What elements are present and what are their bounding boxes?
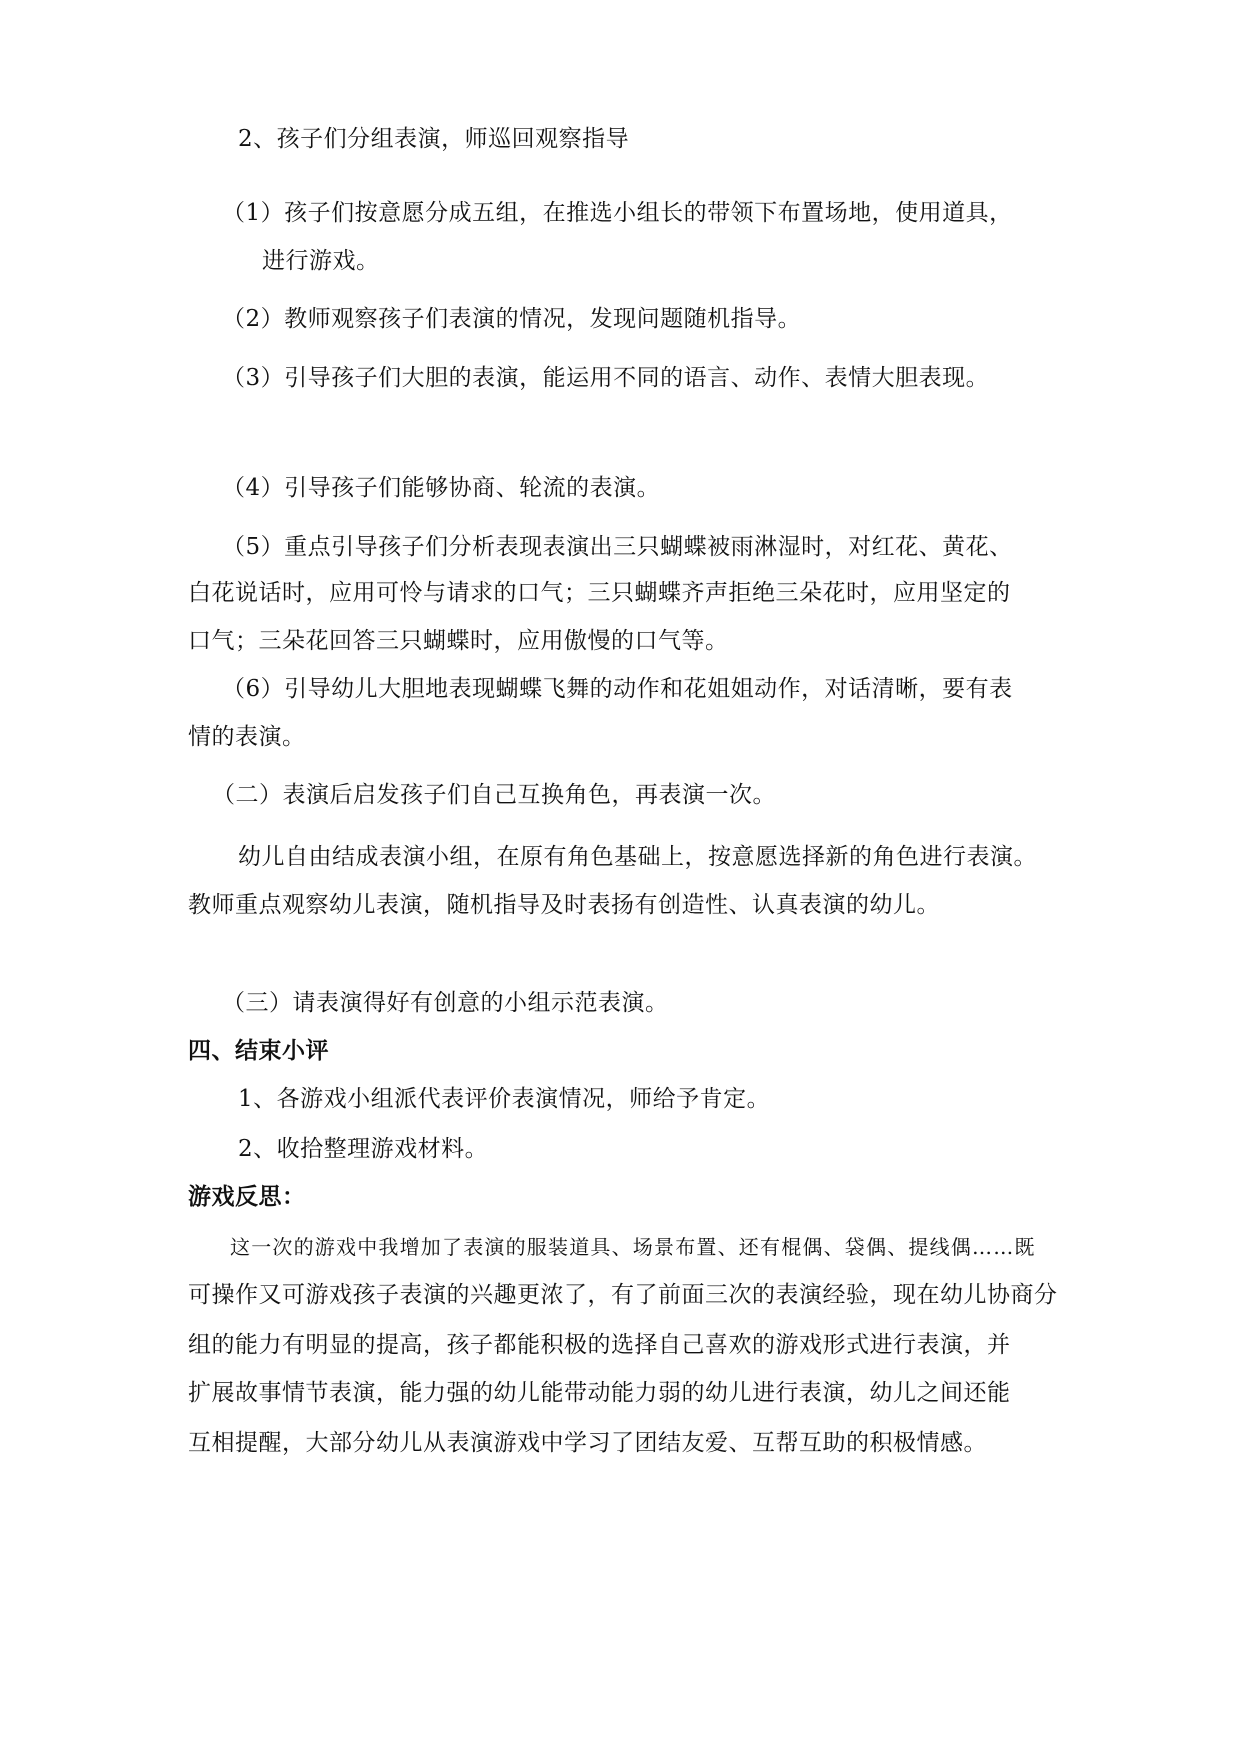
- summary-item-1: 1、各游戏小组派代表评价表演情况，师给予肯定。: [238, 1086, 771, 1112]
- item-2: （2）教师观察孩子们表演的情况，发现问题随机指导。: [222, 306, 802, 332]
- reflection-line-4: 扩展故事情节表演，能力强的幼儿能带动能力弱的幼儿进行表演，幼儿之间还能: [188, 1380, 1011, 1406]
- section-2-heading: （二）表演后启发孩子们自己互换角色，再表演一次。: [212, 782, 776, 808]
- section-2-para-line-1: 幼儿自由结成表演小组，在原有角色基础上，按意愿选择新的角色进行表演。: [238, 844, 1037, 870]
- reflection-heading: 游戏反思：: [188, 1184, 306, 1210]
- item-5-line-1: （5）重点引导孩子们分析表现表演出三只蝴蝶被雨淋湿时，对红花、黄花、: [222, 534, 1013, 560]
- item-1-line-1: （1）孩子们按意愿分成五组，在推选小组长的带领下布置场地，使用道具，: [222, 200, 1013, 226]
- item-1-line-2: 进行游戏。: [262, 248, 380, 274]
- summary-item-2: 2、收拾整理游戏材料。: [238, 1136, 489, 1162]
- item-3: （3）引导孩子们大胆的表演，能运用不同的语言、动作、表情大胆表现。: [222, 365, 990, 391]
- reflection-line-2: 可操作又可游戏孩子表演的兴趣更浓了，有了前面三次的表演经验，现在幼儿协商分: [188, 1282, 1058, 1308]
- item-4: （4）引导孩子们能够协商、轮流的表演。: [222, 475, 661, 501]
- item-5-line-2: 白花说话时，应用可怜与请求的口气；三只蝴蝶齐声拒绝三朵花时，应用坚定的: [188, 580, 1011, 606]
- reflection-line-1: 这一次的游戏中我增加了表演的服装道具、场景布置、还有棍偶、袋偶、提线偶……既: [230, 1235, 1036, 1259]
- item-6-line-2: 情的表演。: [188, 724, 306, 750]
- section-3-heading: （三）请表演得好有创意的小组示范表演。: [222, 990, 669, 1016]
- item-5-line-3: 口气；三朵花回答三只蝴蝶时，应用傲慢的口气等。: [188, 628, 729, 654]
- section-four-heading: 四、结束小评: [188, 1038, 329, 1064]
- reflection-line-5: 互相提醒，大部分幼儿从表演游戏中学习了团结友爱、互帮互助的积极情感。: [188, 1430, 987, 1456]
- step-2-heading: 2、孩子们分组表演，师巡回观察指导: [238, 126, 630, 152]
- item-6-line-1: （6）引导幼儿大胆地表现蝴蝶飞舞的动作和花姐姐动作，对话清晰，要有表: [222, 676, 1013, 702]
- reflection-line-3: 组的能力有明显的提高，孩子都能积极的选择自己喜欢的游戏形式进行表演，并: [188, 1332, 1011, 1358]
- section-2-para-line-2: 教师重点观察幼儿表演，随机指导及时表扬有创造性、认真表演的幼儿。: [188, 892, 940, 918]
